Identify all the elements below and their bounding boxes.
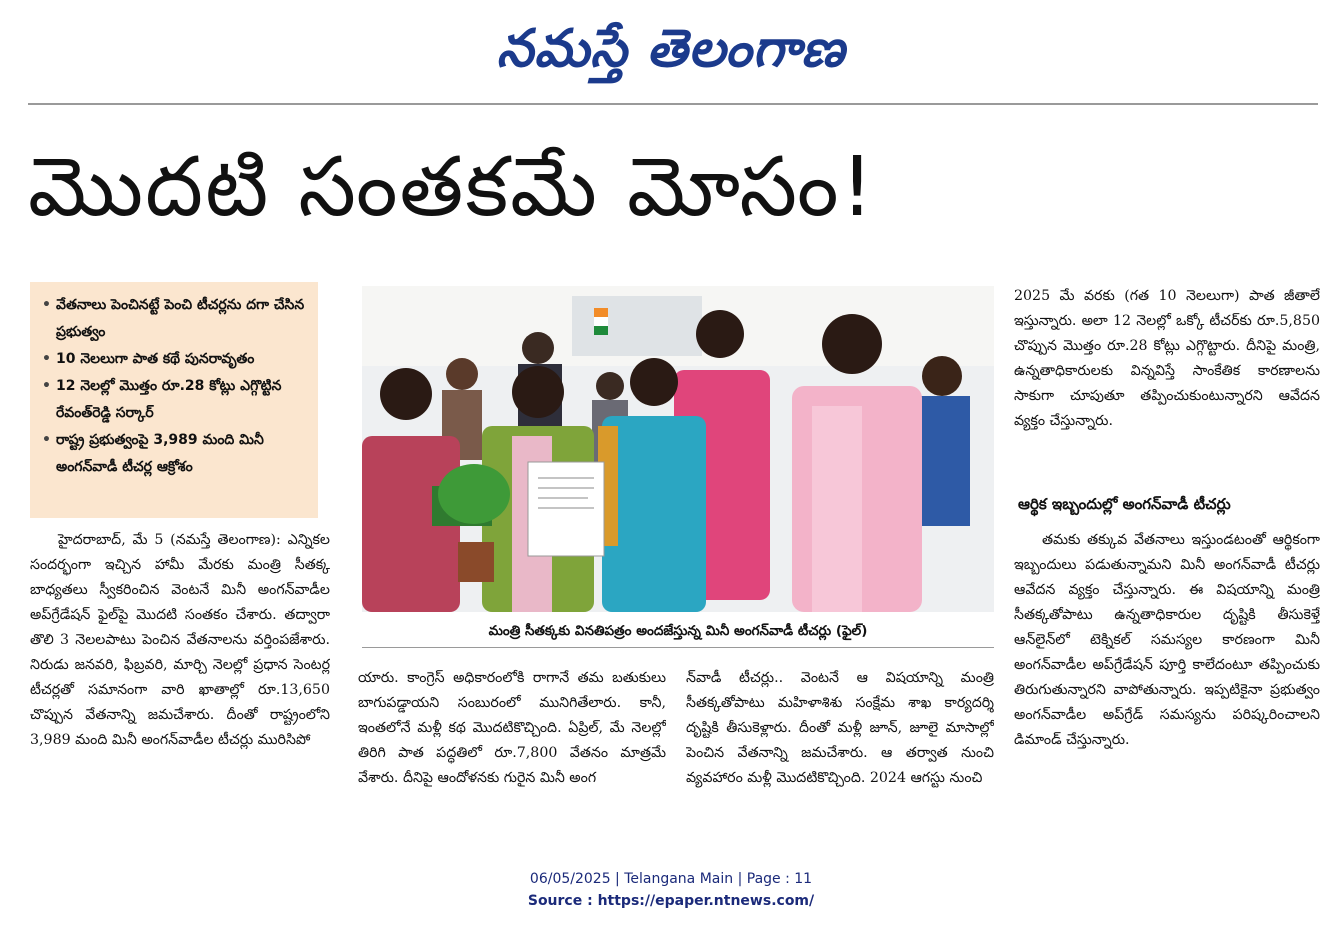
- article-column-2: [358, 666, 666, 840]
- masthead-divider: [28, 103, 1318, 105]
- masthead: [0, 8, 1342, 90]
- article-paragraph: 2025 మే వరకు (గత 10 నెలలుగా) పాత జీతాలే ఇస్తున్నారు. అలా 12 నెలల్లో ఒక్కో టీచర్‌కు రూ.5,850 చొప్పున మొత్తం రూ.28 కోట్లు ఎగ్గొట్టారు. దీనిపై మంత్రి, ఉన్నతాధికారులకు విన్నవిస్తే సాంకేతిక కారణాలను సాకుగా చూపుతూ తప్పించుకుంటున్నారని ఆవేదన వ్యక్తం చేస్తున్నారు.: [1014, 288, 1320, 429]
- article-paragraph: తమకు తక్కువ వేతనాలు ఇస్తుండటంతో ఆర్థికంగా ఇబ్బందులు పడుతున్నామని మినీ అంగన్‌వాడీ టీచర్లు ఆవేదన వ్యక్తం చేస్తున్నారు. ఈ విషయాన్ని మంత్రి సీతక్కతోపాటు ఉన్నతాధికారుల దృష్టికి తీసుకెళ్తే ఆన్‌లైన్‌లో టెక్నికల్ సమస్యల కారణంగా మినీ అంగన్‌వాడీల అప్‌గ్రేడేషన్ పూర్తి కాలేదంటూ తప్పించుకు తిరుగుతున్నారని వాపోతున్నారు. ఇప్పటికైనా ప్రభుత్వం అంగన్‌వాడీల అప్‌గ్రేడ్ సమస్యను పరిష్కరించాలని డిమాండ్ చేస్తున్నారు.: [1014, 532, 1320, 748]
- highlight-item: • 12 నెలల్లో మొత్తం రూ.28 కోట్లు ఎగ్గొట్టిన రేవంత్‌రెడ్డి సర్కార్: [38, 373, 310, 427]
- bullet-icon: •: [42, 378, 51, 394]
- headline: మొదటి సంతకమే మోసం!: [28, 140, 876, 235]
- bullet-icon: •: [42, 297, 51, 313]
- source-link[interactable]: Source : https://epaper.ntnews.com/: [527, 893, 815, 909]
- article-column-4-top: [1014, 284, 1320, 474]
- highlight-item: • వేతనాలు పెంచినట్టే పెంచి టీచర్లను దగా చేసిన ప్రభుత్వం: [38, 292, 310, 346]
- photo-illustration: [362, 286, 994, 612]
- article-paragraph: యారు. కాంగ్రెస్ అధికారంలోకి రాగానే తమ బతుకులు బాగుపడ్డాయని సంబురంలో మునిగితేలారు. కానీ, ఇంతలోనే మళ్లీ కథ మొదటికొచ్చింది. ఏప్రిల్, మే నెలల్లో తిరిగి పాత పద్ధతిలో రూ.7,800 వేతనం మాత్రమే వేశారు. దీనిపై ఆందోళనకు గురైన మినీ అంగ: [358, 670, 666, 786]
- article-paragraph: న్‌వాడీ టీచర్లు.. వెంటనే ఆ విషయాన్ని మంత్రి సీతక్కతోపాటు మహిళాశిశు సంక్షేమ శాఖ కార్యదర్శి దృష్టికి తీసుకెళ్లారు. దీంతో మళ్లీ జూన్, జూలై మాసాల్లో పెంచిన వేతనాన్ని జమచేశారు. ఆ తర్వాత నుంచి వ్యవహారం మళ్లీ మొదటికొచ్చింది. 2024 ఆగస్టు నుంచి: [686, 670, 994, 786]
- bullet-icon: •: [42, 432, 51, 448]
- article-column-3: [686, 666, 994, 840]
- photo-caption: మంత్రి సీతక్కకు వినతిపత్రం అందజేస్తున్న మినీ అంగన్‌వాడీ టీచర్లు (ఫైల్): [362, 614, 994, 648]
- article-column-4-bottom: [1014, 528, 1320, 840]
- highlights-box: [30, 282, 318, 518]
- page-footer: [0, 868, 1342, 912]
- article-column-1: [30, 528, 330, 840]
- article-subheading: ఆర్థిక ఇబ్బందుల్లో అంగన్‌వాడీ టీచర్లు: [1018, 495, 1231, 513]
- highlight-item: • రాష్ట్ర ప్రభుత్వంపై 3,989 మంది మినీ అంగన్‌వాడీ టీచర్ల ఆక్రోశం: [38, 427, 310, 481]
- edition-info: 06/05/2025 | Telangana Main | Page : 11: [529, 871, 813, 887]
- article-paragraph: హైదరాబాద్, మే 5 (నమస్తే తెలంగాణ): ఎన్నికల సందర్భంగా ఇచ్చిన హామీ మేరకు మంత్రి సీతక్క బాధ్యతలు స్వీకరించిన వెంటనే మినీ అంగన్‌వాడీల అప్‌గ్రేడేషన్ ఫైల్‌పై మొదటి సంతకం చేశారు. తద్వారా తొలి 3 నెలలపాటు పెంచిన వేతనాలను వర్తింపజేశారు. నిరుడు జనవరి, ఫిబ్రవరి, మార్చి నెలల్లో ప్రధాన సెంటర్ల టీచర్లతో సమానంగా వారి ఖాతాల్లో రూ.13,650 చొప్పున వేతనాన్ని జమచేశారు. దీంతో రాష్ట్రంలోని 3,989 మంది మినీ అంగన్‌వాడీల టీచర్లు మురిసిపో: [30, 532, 330, 748]
- newspaper-logo: నమస్తే తెలంగాణ: [496, 18, 846, 79]
- highlight-item: • 10 నెలలుగా పాత కథే పునరావృతం: [38, 346, 310, 373]
- news-photo: [362, 286, 994, 612]
- bullet-icon: •: [42, 351, 51, 367]
